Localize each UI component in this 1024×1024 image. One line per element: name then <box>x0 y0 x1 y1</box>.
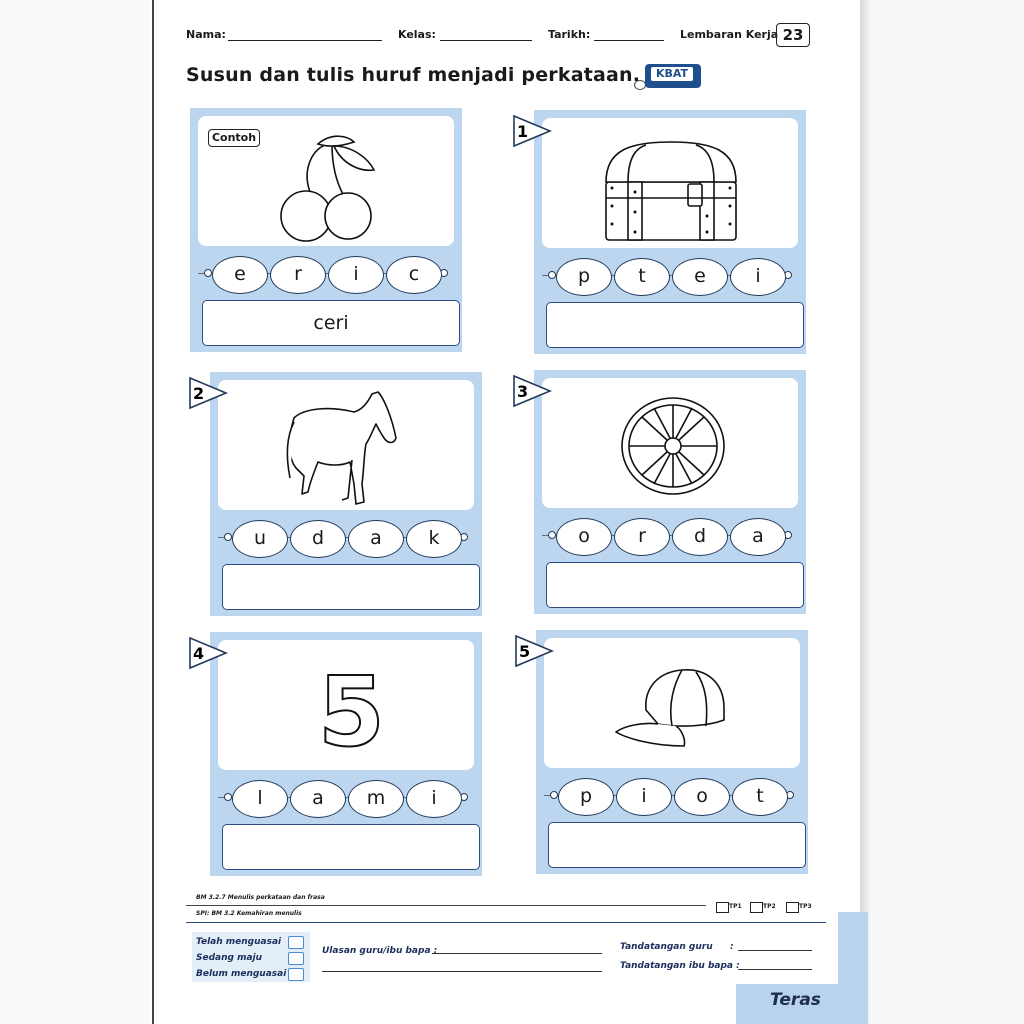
letter-bead: p <box>556 258 612 296</box>
cap-icon <box>612 664 732 750</box>
letter-bead: l <box>232 780 288 818</box>
letter-bead: i <box>406 780 462 818</box>
rail-knob <box>224 533 232 541</box>
item-number: 2 <box>193 384 205 403</box>
answer-box[interactable] <box>546 302 804 348</box>
item-number-badge <box>188 376 228 410</box>
rail-knob <box>548 531 556 539</box>
spi-text: SPI: BM 3.2 Kemahiran menulis <box>196 910 302 917</box>
mastery-label-1: Telah menguasai <box>196 937 282 947</box>
letter-bead: p <box>558 778 614 816</box>
tp2-checkbox[interactable] <box>750 902 763 913</box>
item-number: 1 <box>517 122 529 141</box>
sign-parent-label: Tandatangan ibu bapa : <box>620 961 740 971</box>
letter-bead: r <box>270 256 326 294</box>
answer-box[interactable]: ceri <box>202 300 460 346</box>
number-five: 5 <box>318 656 385 768</box>
answer-box[interactable] <box>546 562 804 608</box>
letter-bead: o <box>556 518 612 556</box>
letter-bead: a <box>348 520 404 558</box>
answer-box[interactable] <box>548 822 806 868</box>
sheet-number: 23 <box>776 23 810 47</box>
letter-bead: i <box>328 256 384 294</box>
kbat-label: KBAT <box>651 67 693 81</box>
letter-bead: r <box>614 518 670 556</box>
letter-bead: i <box>730 258 786 296</box>
comment-label: Ulasan guru/ibu bapa : <box>322 946 438 956</box>
sheet-label: Lembaran Kerja <box>680 28 779 41</box>
letter-bead: k <box>406 520 462 558</box>
item-number-badge <box>512 374 552 408</box>
kelas-line[interactable] <box>440 40 532 41</box>
standard-text: BM 3.2.7 Menulis perkataan dan frasa <box>196 894 325 901</box>
sign-parent-line[interactable] <box>738 969 812 970</box>
tp1-label: TP1 <box>729 903 742 910</box>
sign-teacher-label: Tandatangan guru <box>620 942 713 952</box>
letter-bead: t <box>614 258 670 296</box>
item-number-badge <box>188 636 228 670</box>
background-right <box>858 0 1024 1024</box>
answer-box[interactable] <box>222 564 480 610</box>
tp3-checkbox[interactable] <box>786 902 799 913</box>
letter-bead: a <box>730 518 786 556</box>
item-number-badge <box>512 114 552 148</box>
letter-bead: t <box>732 778 788 816</box>
background-left <box>0 0 150 1024</box>
rail-knob <box>548 271 556 279</box>
letter-bead: a <box>290 780 346 818</box>
letter-bead: u <box>232 520 288 558</box>
letter-bead: o <box>674 778 730 816</box>
item-number-badge <box>514 634 554 668</box>
cherry-icon <box>272 130 382 242</box>
tp1-checkbox[interactable] <box>716 902 729 913</box>
rail-knob <box>224 793 232 801</box>
treasure-chest-icon <box>600 136 742 244</box>
mastery-checkbox-3[interactable] <box>288 968 304 981</box>
mastery-checkbox-1[interactable] <box>288 936 304 949</box>
horse-icon <box>280 388 406 510</box>
example-tag: Contoh <box>208 129 260 147</box>
answer-box[interactable] <box>222 824 480 870</box>
letter-bead: d <box>290 520 346 558</box>
letter-bead: d <box>672 518 728 556</box>
item-number: 3 <box>517 382 529 401</box>
mastery-label-2: Sedang maju <box>196 953 263 963</box>
sign-teacher-line[interactable] <box>738 950 812 951</box>
tp2-label: TP2 <box>763 903 776 910</box>
nama-line[interactable] <box>228 40 382 41</box>
brand-label: Teras <box>770 990 821 1010</box>
tarikh-label: Tarikh: <box>548 28 591 41</box>
letter-bead: m <box>348 780 404 818</box>
letter-bead: e <box>672 258 728 296</box>
item-number: 5 <box>519 642 531 661</box>
rail-knob <box>204 269 212 277</box>
comment-line-1[interactable] <box>432 953 602 954</box>
letter-bead: e <box>212 256 268 294</box>
footer-rule <box>186 922 826 923</box>
footer-divider <box>186 905 706 906</box>
mastery-checkbox-2[interactable] <box>288 952 304 965</box>
brand-tab <box>736 984 860 1024</box>
nama-label: Nama: <box>186 28 226 41</box>
wheel-icon <box>618 394 728 498</box>
letter-bead: c <box>386 256 442 294</box>
page-edge <box>860 0 870 1024</box>
kelas-label: Kelas: <box>398 28 436 41</box>
comment-line-2[interactable] <box>322 971 602 972</box>
kbat-badge <box>645 64 701 88</box>
tarikh-line[interactable] <box>594 40 664 41</box>
mastery-label-3: Belum menguasai <box>196 969 287 979</box>
rail-knob <box>550 791 558 799</box>
item-number: 4 <box>193 644 205 663</box>
sign-teacher-colon: : <box>730 942 734 952</box>
instruction-text: Susun dan tulis huruf menjadi perkataan. <box>186 64 641 86</box>
tp3-label: TP3 <box>799 903 812 910</box>
letter-bead: i <box>616 778 672 816</box>
